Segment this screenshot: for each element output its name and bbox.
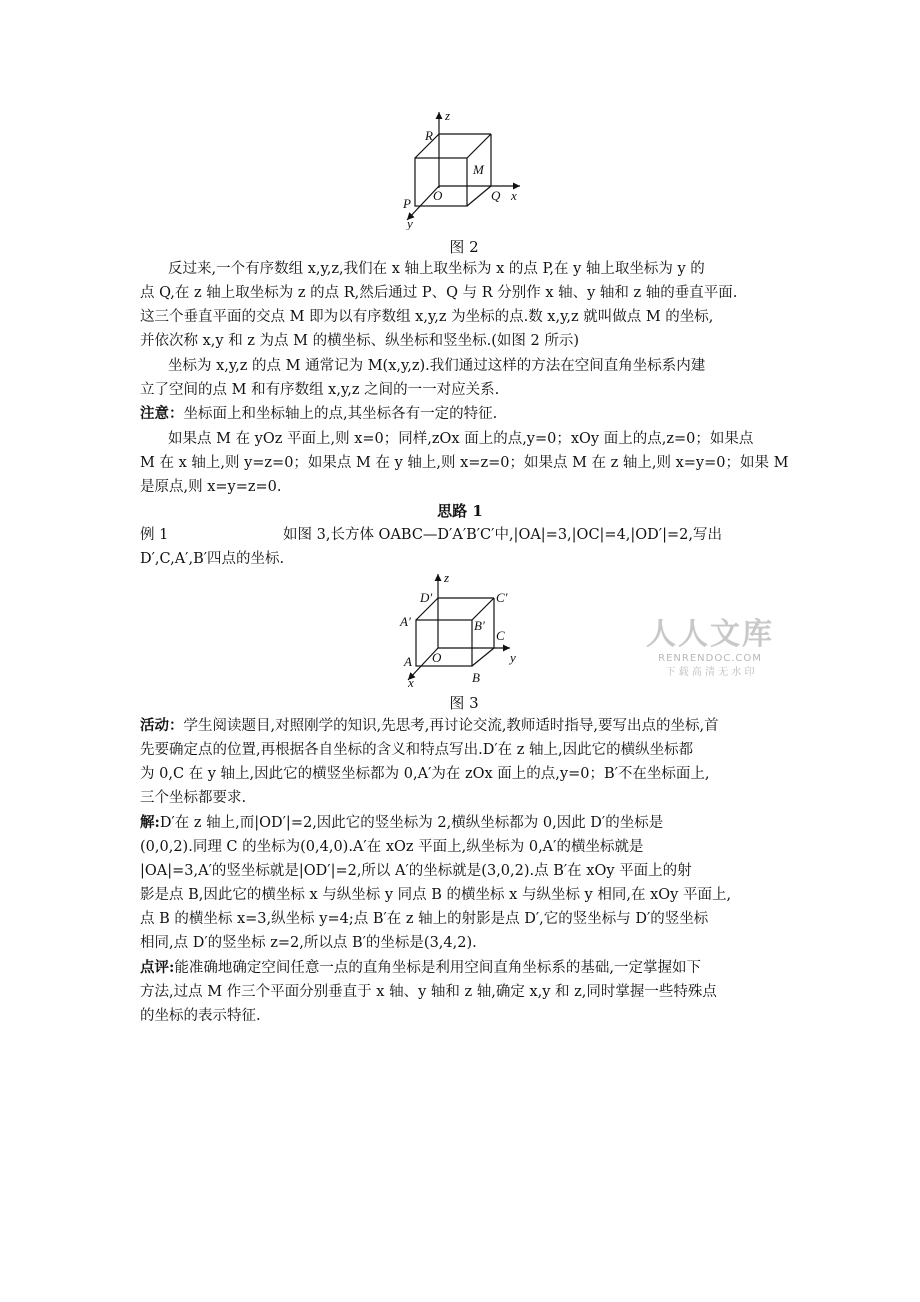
activity-line-4: 三个坐标都要求. (140, 790, 247, 806)
activity-line-3: 为 0,C 在 y 轴上,因此它的横竖坐标都为 0,A′为在 zOx 面上的点,y=0；B′不在坐标面上, (140, 766, 710, 782)
comment-line-2: 方法,过点 M 作三个平面分别垂直于 x 轴、y 轴和 z 轴,确定 x,y 和 z,同时掌握一些特殊点 (140, 984, 717, 1000)
fig3-label-A-prime: A′ (400, 614, 411, 629)
para1-line-1: 反过来,一个有序数组 x,y,z,我们在 x 轴上取坐标为 x 的点 P,在 y 轴上取坐标为 y 的 (168, 261, 705, 277)
note-text: 坐标面上和坐标轴上的点,其坐标各有一定的特征. (183, 406, 498, 422)
comment-line-1 (140, 957, 701, 979)
watermark-domain: RENRENDOC.COM (658, 653, 762, 664)
activity-label: 活动： (140, 717, 184, 734)
para2-line-2: 立了空间的点 M 和有序数组 x,y,z 之间的一一对应关系. (140, 382, 500, 398)
fig3-label-C: C (496, 628, 505, 643)
solution-line-6: 相同,点 D′的竖坐标 z=2,所以点 B′的坐标是(3,4,2). (140, 935, 477, 951)
para3-line-3: 是原点,则 x=y=z=0. (140, 479, 282, 495)
para3-line-2: M 在 x 轴上,则 y=z=0；如果点 M 在 y 轴上,则 x=z=0；如果点 M 在 z 轴上,则 x=y=0；如果 M (140, 455, 789, 471)
solution-line-1 (140, 812, 663, 834)
fig2-label-y: y (407, 216, 413, 230)
fig2-label-x: x (511, 188, 517, 203)
para1-line-3: 这三个垂直平面的交点 M 即为以有序数组 x,y,z 为坐标的点.数 x,y,z 就叫做点 M 的坐标, (140, 309, 714, 325)
example-line-1: 如图 3,长方体 OABC—D′A′B′C′中,|OA|=3,|OC|=4,|OD′|=2,写出 (283, 527, 722, 543)
fig3-label-D-prime: D′ (420, 590, 433, 605)
watermark-title: 人人文库 (646, 617, 774, 652)
activity-line-2: 先要确定点的位置,再根据各自坐标的含义和特点写出.D′在 z 轴上,因此它的横纵坐标都 (140, 742, 694, 758)
activity-text-1: 学生阅读题目,对照刚学的知识,先思考,再讨论交流,教师适时指导,要写出点的坐标,首 (183, 718, 719, 734)
comment-text-1: 能准确地确定空间任意一点的直角坐标是利用空间直角坐标系的基础,一定掌握如下 (174, 960, 701, 976)
example-line-2: D′,C,A′,B′四点的坐标. (140, 551, 285, 567)
section-title: 思路 1 (437, 502, 483, 520)
fig3-label-A: A (404, 654, 412, 669)
figure-2-caption: 图 2 (449, 238, 479, 256)
note-line (140, 403, 497, 425)
fig2-label-O: O (433, 188, 443, 203)
watermark (645, 618, 775, 680)
para3-line-1: 如果点 M 在 yOz 平面上,则 x=0；同样,zOx 面上的点,y=0；xOy 面上的点,z=0；如果点 (168, 431, 754, 447)
solution-text-1: D′在 z 轴上,而|OD′|=2,因此它的竖坐标为 2,横纵坐标都为 0,因此 D′的坐标是 (159, 815, 664, 831)
figure-3-caption: 图 3 (449, 694, 479, 712)
fig3-label-x: x (408, 675, 414, 688)
fig3-label-O: O (432, 650, 442, 665)
solution-line-2: (0,0,2).同理 C 的坐标为(0,4,0).A′在 xOz 平面上,纵坐标为 0,A′的横坐标就是 (140, 839, 644, 855)
activity-line-1 (140, 715, 719, 737)
watermark-slogan: 下 载 高 清 无 水 印 (665, 667, 755, 678)
fig2-label-M: M (473, 162, 484, 177)
comment-label: 点评: (140, 959, 175, 976)
fig3-label-y: y (510, 650, 516, 665)
comment-line-3: 的坐标的表示特征. (140, 1008, 261, 1024)
para1-line-2: 点 Q,在 z 轴上取坐标为 z 的点 R,然后通过 P、Q 与 R 分别作 x 轴、y 轴和 z 轴的垂直平面. (140, 285, 738, 301)
solution-line-3: |OA|=3,A′的竖坐标就是|OD′|=2,所以 A′的坐标就是(3,0,2).点 B′在 xOy 平面上的射 (140, 863, 692, 879)
solution-line-5: 点 B 的横坐标 x=3,纵坐标 y=4;点 B′在 z 轴上的射影是点 D′,它的竖坐标与 D′的竖坐标 (140, 911, 709, 927)
solution-label: 解: (140, 814, 160, 831)
para1-line-4: 并依次称 x,y 和 z 为点 M 的横坐标、纵坐标和竖坐标.(如图 2 所示) (140, 333, 579, 349)
fig2-label-R: R (425, 128, 433, 143)
solution-line-4: 影是点 B,因此它的横坐标 x 与纵坐标 y 同点 B 的横坐标 x 与纵坐标 y 相同,在 xOy 平面上, (140, 887, 732, 903)
figure-3-cuboid-diagram (398, 570, 528, 688)
fig3-label-C-prime: C′ (496, 590, 508, 605)
note-label: 注意： (140, 405, 184, 422)
example-label: 例 1 (140, 527, 169, 543)
fig3-label-B: B (472, 670, 480, 685)
para2-line-1: 坐标为 x,y,z 的点 M 通常记为 M(x,y,z).我们通过这样的方法在空间直角坐标系内建 (168, 358, 706, 374)
fig2-label-P: P (403, 196, 411, 211)
fig3-label-B-prime: B′ (474, 618, 485, 633)
figure-2-cube-diagram (395, 108, 535, 230)
fig2-label-z: z (445, 108, 451, 123)
fig2-label-Q: Q (491, 188, 501, 203)
fig3-label-z: z (444, 570, 450, 585)
